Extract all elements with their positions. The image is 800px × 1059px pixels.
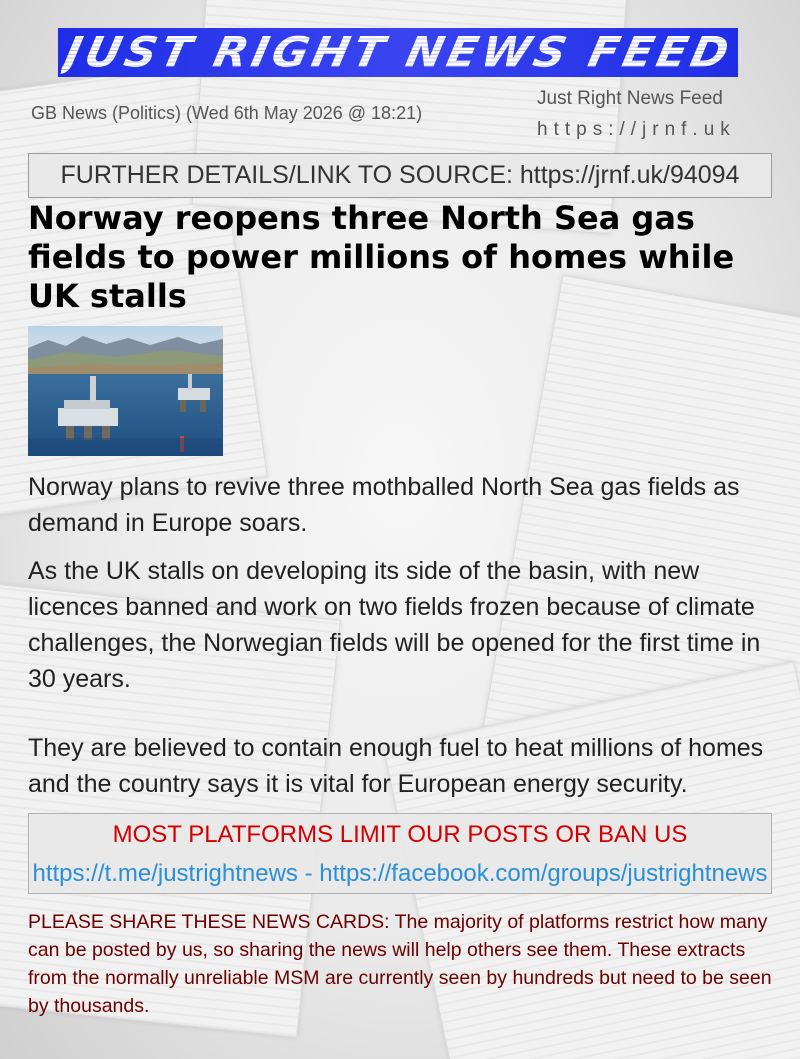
article-photo [28, 326, 223, 456]
oil-rigs-image [28, 326, 223, 456]
facebook-link[interactable]: https://facebook.com/groups/justrightnews [319, 860, 768, 887]
brand-name: Just Right News Feed [537, 88, 723, 109]
share-note: PLEASE SHARE THESE NEWS CARDS: The majority of platforms restrict how many can be posted by us, so sharing the news will help others see them. These extracts from the normally unreliable MSM are currently seen by hundreds but need to be seen by thousands. [28, 911, 772, 1017]
source-and-date: GB News (Politics) (Wed 6th May 2026 @ 18:21) [31, 103, 423, 123]
site-banner [58, 28, 738, 77]
brand-url[interactable]: https://jrnf.uk [537, 119, 736, 140]
link-separator: - [297, 860, 320, 887]
source-link-box[interactable] [28, 153, 772, 198]
platform-notice-box [28, 813, 772, 894]
site-banner-title: JUST RIGHT NEWS FEED [59, 28, 737, 77]
platform-links [29, 860, 771, 888]
source-link-text[interactable]: FURTHER DETAILS/LINK TO SOURCE: https://jrnf.uk/94094 [60, 161, 740, 189]
article-paragraph: They are believed to contain enough fuel to heat millions of homes and the country says it is vital for European energy security. [28, 734, 764, 798]
telegram-link[interactable]: https://t.me/justrightnews [32, 860, 298, 887]
article-headline: Norway reopens three North Sea gas fields to power millions of homes while UK stalls [28, 199, 735, 315]
article-paragraph: As the UK stalls on developing its side of the basin, with new licences banned and work on two fields frozen because of climate challenges, the Norwegian fields will be opened for the first time in 30 years. [28, 557, 761, 693]
article-paragraph: Norway plans to revive three mothballed North Sea gas fields as demand in Europe soars. [28, 473, 740, 537]
platform-warning: MOST PLATFORMS LIMIT OUR POSTS OR BAN US [112, 821, 688, 848]
